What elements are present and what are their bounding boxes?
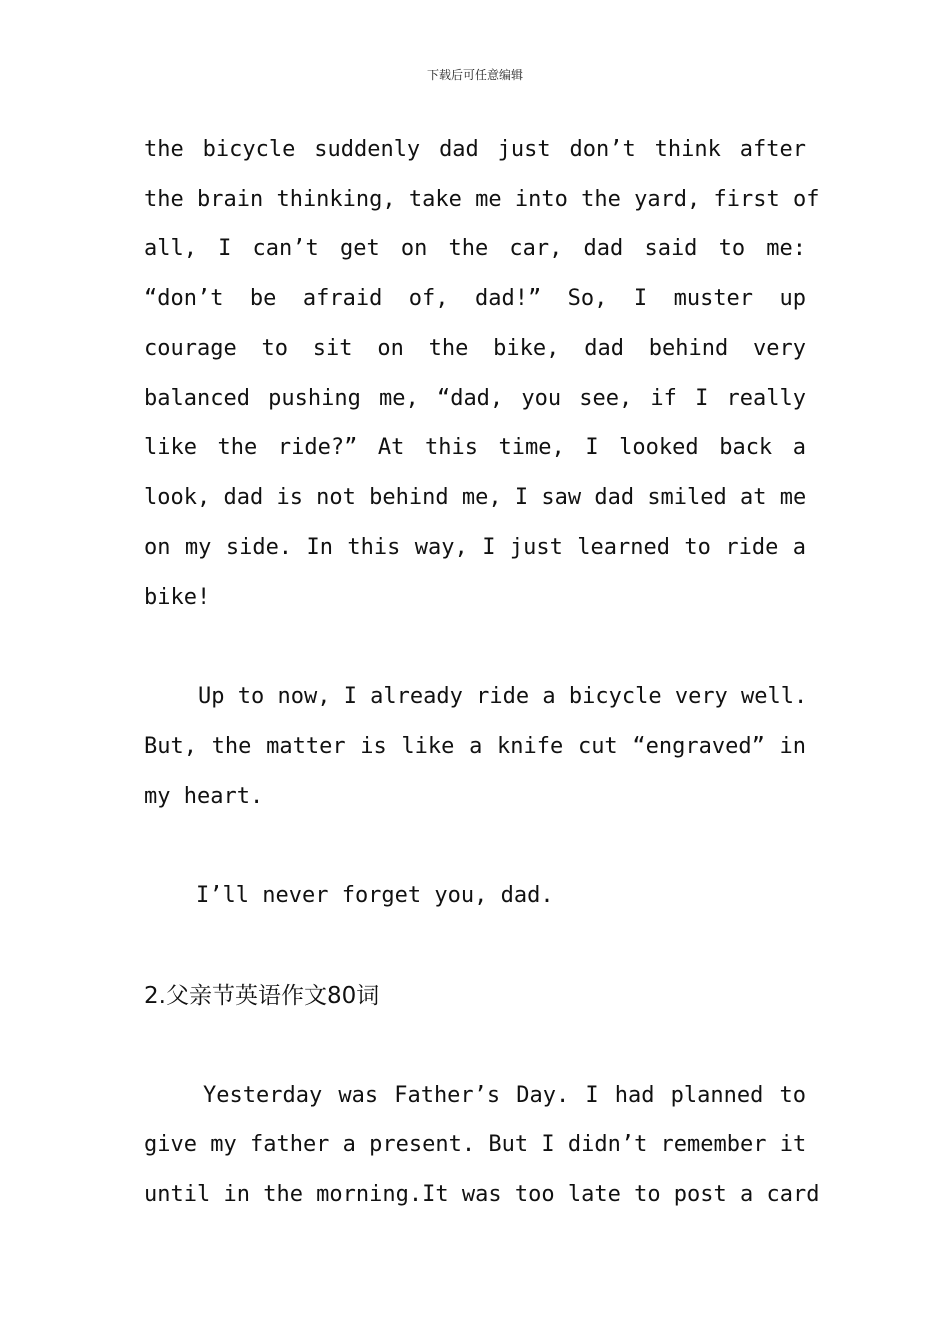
paragraph-line: “don’t be afraid of, dad!” So, I muster up [144,286,806,311]
paragraph-line: look, dad is not behind me, I saw dad smiled at me [144,485,807,510]
paragraph-line: But, the matter is like a knife cut “engraved” in [144,734,806,759]
paragraph-line: the bicycle suddenly dad just don’t think after [144,137,806,162]
page-header: 下载后可任意编辑 [426,68,523,82]
paragraph-line: bike! [144,585,211,610]
paragraph-line: like the ride?” At this time, I looked back a [144,435,806,460]
paragraph-line: until in the morning.It was too late to post a card [144,1182,820,1207]
paragraph-line: I’ll never forget you, dad. [196,883,554,908]
paragraph-line: Yesterday was Father’s Day. I had planned to [203,1083,806,1108]
paragraph-line: courage to sit on the bike, dad behind very [144,336,806,361]
paragraph-line: my heart. [144,784,264,809]
paragraph-line: all, I can’t get on the car, dad said to me: [144,236,806,261]
paragraph-line: Up to now, I already ride a bicycle very well. [198,684,808,709]
paragraph-line: balanced pushing me, “dad, you see, if I really [144,386,806,411]
paragraph-line: give my father a present. But I didn’t remember it [144,1132,807,1157]
section-heading: 2.父亲节英语作文80词 [144,983,380,1009]
paragraph-line: the brain thinking, take me into the yard, first of [144,187,820,212]
paragraph-line: on my side. In this way, I just learned to ride a [144,535,806,560]
